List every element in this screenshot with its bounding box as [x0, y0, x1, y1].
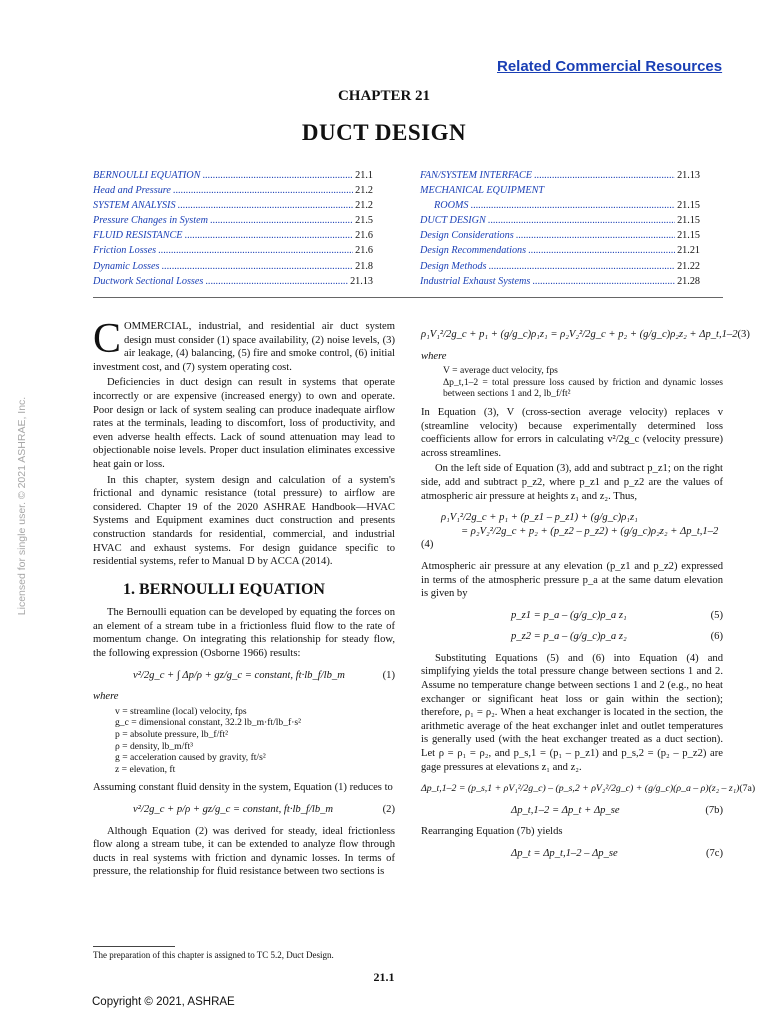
equation-7b: Δp_t,1–2 = Δp_t + Δp_se (7b) — [511, 804, 723, 816]
toc-item[interactable]: SYSTEM ANALYSIS ..... 21.2 — [93, 198, 373, 213]
toc-divider — [93, 297, 723, 298]
equation-7a: Δp_t,1–2 = (p_s,1 + ρV₁²/2g_c) – (p_s,2 + ρV₂²/2g_c) + (g/g_c)(ρ_a – ρ)(z₂ – z₁) (7a) — [421, 783, 756, 795]
paragraph: Although Equation (2) was derived for steady, ideal frictionless flow along a stream tube, it can be extended to analyze flow through ducts in real systems with friction and dynamic losses. In terms of pressure, the relationship for fluid resistance between two sections is — [93, 825, 395, 878]
paragraph: In Equation (3), V (cross-section average velocity) replaces v (streamline velocity) because experimentally determined loss coefficients allow for errors in calculating v²/2g_c (velocity pressure) across streamlines. — [421, 406, 723, 459]
toc-item[interactable]: MECHANICAL EQUIPMENT — [420, 185, 545, 197]
toc-item[interactable]: Industrial Exhaust Systems ..... 21.28 — [420, 274, 700, 289]
equation-1: v²/2g_c + ∫ Δp/ρ + gz/g_c = constant, ft·lb_f/lb_m (1) — [133, 669, 395, 681]
page-number: 21.1 — [373, 970, 395, 984]
equation-4: ρ₁V₁²/2g_c + p₁ + (p_z1 – p_z1) + (g/g_c)ρ₁z₁ = ρ₂V₂²/2g_c + p₂ + (p_z2 – p_z2) + (g/g_c)ρ₂z₂ + Δp_t,1–2 (4) — [421, 512, 719, 551]
equation-2: v²/2g_c + p/ρ + gz/g_c = constant, ft·lb_f/lb_m (2) — [133, 804, 395, 815]
paragraph: Rearranging Equation (7b) yields — [421, 826, 563, 838]
footnote: The preparation of this chapter is assigned to TC 5.2, Duct Design. — [93, 950, 334, 960]
paragraph: On the left side of Equation (3), add and subtract p_z1; on the right side, add and subtract p_z2, where p_z1 and p_z2 are the values of atmospheric air pressure at heights z₁ and z₂. Thus, — [421, 463, 723, 502]
section-heading: 1. BERNOULLI EQUATION — [123, 580, 325, 598]
footnote-rule — [93, 946, 175, 947]
equation-7c: Δp_t = Δp_t,1–2 – Δp_se (7c) — [511, 848, 723, 859]
equation-6: p_z2 = p_a – (g/g_c)ρ_a z₂ (6) — [511, 631, 723, 643]
toc-item[interactable]: Pressure Changes in System ..... 21.5 — [93, 213, 373, 228]
definition: z = elevation, ft — [115, 763, 176, 775]
definition: g = acceleration caused by gravity, ft/s² — [115, 752, 266, 764]
equation-3: ρ₁V₁²/2g_c + p₁ + (g/g_c)ρ₁z₁ = ρ₂V₂²/2g_c + p₂ + (g/g_c)ρ₂z₂ + Δp_t,1–2 (3) — [421, 329, 750, 340]
definition: V = average duct velocity, fps — [443, 365, 558, 377]
toc-item[interactable]: Friction Losses ..... 21.6 — [93, 243, 373, 258]
variable-definitions — [115, 706, 395, 776]
chapter-title: DUCT DESIGN — [301, 120, 467, 145]
toc-left-column — [93, 168, 373, 289]
intro-paragraph: COMMERCIAL, industrial, and residential air duct system design must consider (1) space availability, (2) noise levels, (3) air leakage, (4) balancing, (5) fire and smoke control, (6) initial investment cost, and (7) system operating cost. — [93, 316, 395, 373]
paragraph: The Bernoulli equation can be developed by equating the forces on an element of a stream tube in a frictionless fluid flow to the rate of momentum change. On integrating this relationship for steady flow, the following expression (Osborne 1966) results: — [93, 607, 395, 660]
paragraph: Atmospheric air pressure at any elevation (p_z1 and p_z2) expressed in terms of the atmospheric pressure p_a at the same datum elevation is given by — [421, 560, 723, 600]
definition: g_c = dimensional constant, 32.2 lb_m·ft/lb_f·s² — [115, 717, 302, 729]
toc-item[interactable]: ROOMS ..... 21.15 — [420, 198, 700, 213]
variable-definitions — [443, 365, 723, 400]
drop-cap: C — [93, 316, 122, 362]
toc-item[interactable]: DUCT DESIGN ..... 21.15 — [420, 213, 700, 228]
where-label: where — [421, 350, 447, 362]
definition: Δp_t,1–2 = total pressure loss caused by friction and dynamic losses between sections 1 and 2, lb_f/ft² — [443, 376, 723, 400]
toc-item[interactable]: BERNOULLI EQUATION ..... 21.1 — [93, 168, 373, 183]
paragraph: In this chapter, system design and calculation of a system's frictional and dynamic resistance (total pressure) to airflow are considered. Chapter 19 of the 2020 ASHRAE Handbook—HVAC Systems and Equipment examines duct construction and presents construction standards for residential, commercial, and industrial HVAC and exhaust systems. For design guidance specific to residential systems, refer to Manual D by ACCA (2014). — [93, 474, 395, 568]
toc-item[interactable]: Head and Pressure ..... 21.2 — [93, 183, 373, 198]
copyright: Copyright © 2021, ASHRAE — [92, 996, 235, 1008]
definition: p = absolute pressure, lb_f/ft² — [115, 729, 228, 741]
right-text-column — [421, 320, 756, 869]
paragraph: Deficiencies in duct design can result in systems that operate incorrectly or are expensive (increased energy) to own and operate. Poor design or lack of system sealing can produce inadequate airflow rates at the terminals, leading to discomfort, loss of productivity, and even adverse health effects. Lack of sound attenuation may lead to objectionable noise levels. Proper duct insulation eliminates excessive heat gain or loss. — [93, 377, 395, 470]
toc-item[interactable]: Design Methods ..... 21.22 — [420, 259, 700, 274]
toc-item[interactable]: Ductwork Sectional Losses ..... 21.13 — [93, 274, 373, 289]
toc-item[interactable]: FAN/SYSTEM INTERFACE ..... 21.13 — [420, 168, 700, 183]
toc-right-column — [420, 168, 700, 289]
toc-item[interactable]: Design Considerations ..... 21.15 — [420, 228, 700, 243]
paragraph: Substituting Equations (5) and (6) into Equation (4) and simplifying yields the total pressure change between sections 1 and 2. Assume no temperature change between sections 1 and 2 (e.g., no heat exchanger or significant heat loss or gain within the section); therefore, ρ₁ = ρ₂. When a heat exchanger is located in the section, the arithmetic average of the heat exchanger inlet and outlet temperatures is generally used (with the heat exchanger treated as a duct section). Let ρ = ρ₁ = ρ₂, and p_s,1 = (p₁ – p_z1) and p_s,2 = (p₂ – p_z2) are gage pressures at elevations z₁ and z₂. — [421, 652, 723, 773]
license-watermark: Licensed for single user. © 2021 ASHRAE, Inc. — [16, 396, 28, 616]
toc-item[interactable]: Design Recommendations ..... 21.21 — [420, 243, 700, 258]
chapter-number: CHAPTER 21 — [337, 88, 431, 104]
toc-item[interactable]: FLUID RESISTANCE ..... 21.6 — [93, 228, 373, 243]
toc-item[interactable]: Dynamic Losses ..... 21.8 — [93, 259, 373, 274]
related-resources-link[interactable]: Related Commercial Resources — [497, 58, 723, 75]
equation-5: p_z1 = p_a – (g/g_c)ρ_a z₁ (5) — [511, 609, 723, 621]
left-text-column — [93, 316, 395, 881]
definition: v = streamline (local) velocity, fps — [115, 705, 247, 717]
paragraph: Assuming constant fluid density in the system, Equation (1) reduces to — [93, 782, 393, 794]
where-label: where — [93, 691, 119, 703]
definition: ρ = density, lb_m/ft³ — [115, 740, 194, 752]
